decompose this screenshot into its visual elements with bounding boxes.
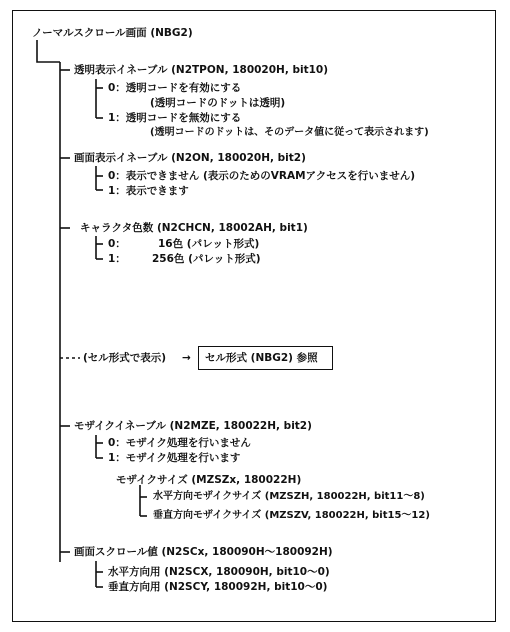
transparency-opt1: 1：透明コードを無効にする [108, 112, 242, 124]
transparency-title: 透明表示イネーブル (N2TPON, 180020H, bit10) [74, 64, 329, 76]
transparency-opt0-note: (透明コードのドットは透明) [150, 97, 286, 109]
colors-title: キャラクタ色数 (N2CHCN, 18002AH, bit1) [80, 222, 308, 234]
mosaic-title: モザイクイネーブル (N2MZE, 180022H, bit2) [74, 420, 312, 432]
display-opt0: 0：表示できません (表示のためのVRAMアクセスを行いません) [108, 170, 416, 182]
transparency-opt1-note: (透明コードのドットは、そのデータ値に従って表示されます) [150, 127, 429, 138]
colors-opt0-num: 0： [108, 238, 126, 250]
cell-note: (セル形式で表示) [83, 352, 167, 364]
scroll-h: 水平方向用 (N2SCX, 180090H, bit10〜0) [108, 566, 330, 578]
mosaic-opt1: 1：モザイク処理を行います [108, 452, 241, 464]
mosaic-size-title: モザイクサイズ (MZSZx, 180022H) [116, 474, 302, 486]
transparency-opt0: 0：透明コードを有効にする [108, 82, 242, 94]
mosaic-opt0: 0：モザイク処理を行いません [108, 437, 251, 449]
root-title: ノーマルスクロール画面 (NBG2) [32, 27, 193, 39]
cell-ref-label: セル形式 (NBG2) 参照 [205, 352, 318, 364]
scroll-v: 垂直方向用 (N2SCY, 180092H, bit10〜0) [108, 581, 328, 593]
colors-opt1-num: 1： [108, 253, 126, 265]
arrow-icon: → [182, 352, 191, 364]
colors-opt1-val: 256色 (パレット形式) [152, 253, 261, 265]
display-title: 画面表示イネーブル (N2ON, 180020H, bit2) [74, 152, 306, 164]
colors-opt0-val: 16色 (パレット形式) [158, 238, 260, 250]
scroll-title: 画面スクロール値 (N2SCx, 180090H〜180092H) [74, 546, 333, 558]
mosaic-size-h: 水平方向モザイクサイズ (MZSZH, 180022H, bit11〜8) [153, 491, 425, 502]
mosaic-size-v: 垂直方向モザイクサイズ (MZSZV, 180022H, bit15〜12) [153, 510, 430, 521]
display-opt1: 1：表示できます [108, 185, 189, 197]
